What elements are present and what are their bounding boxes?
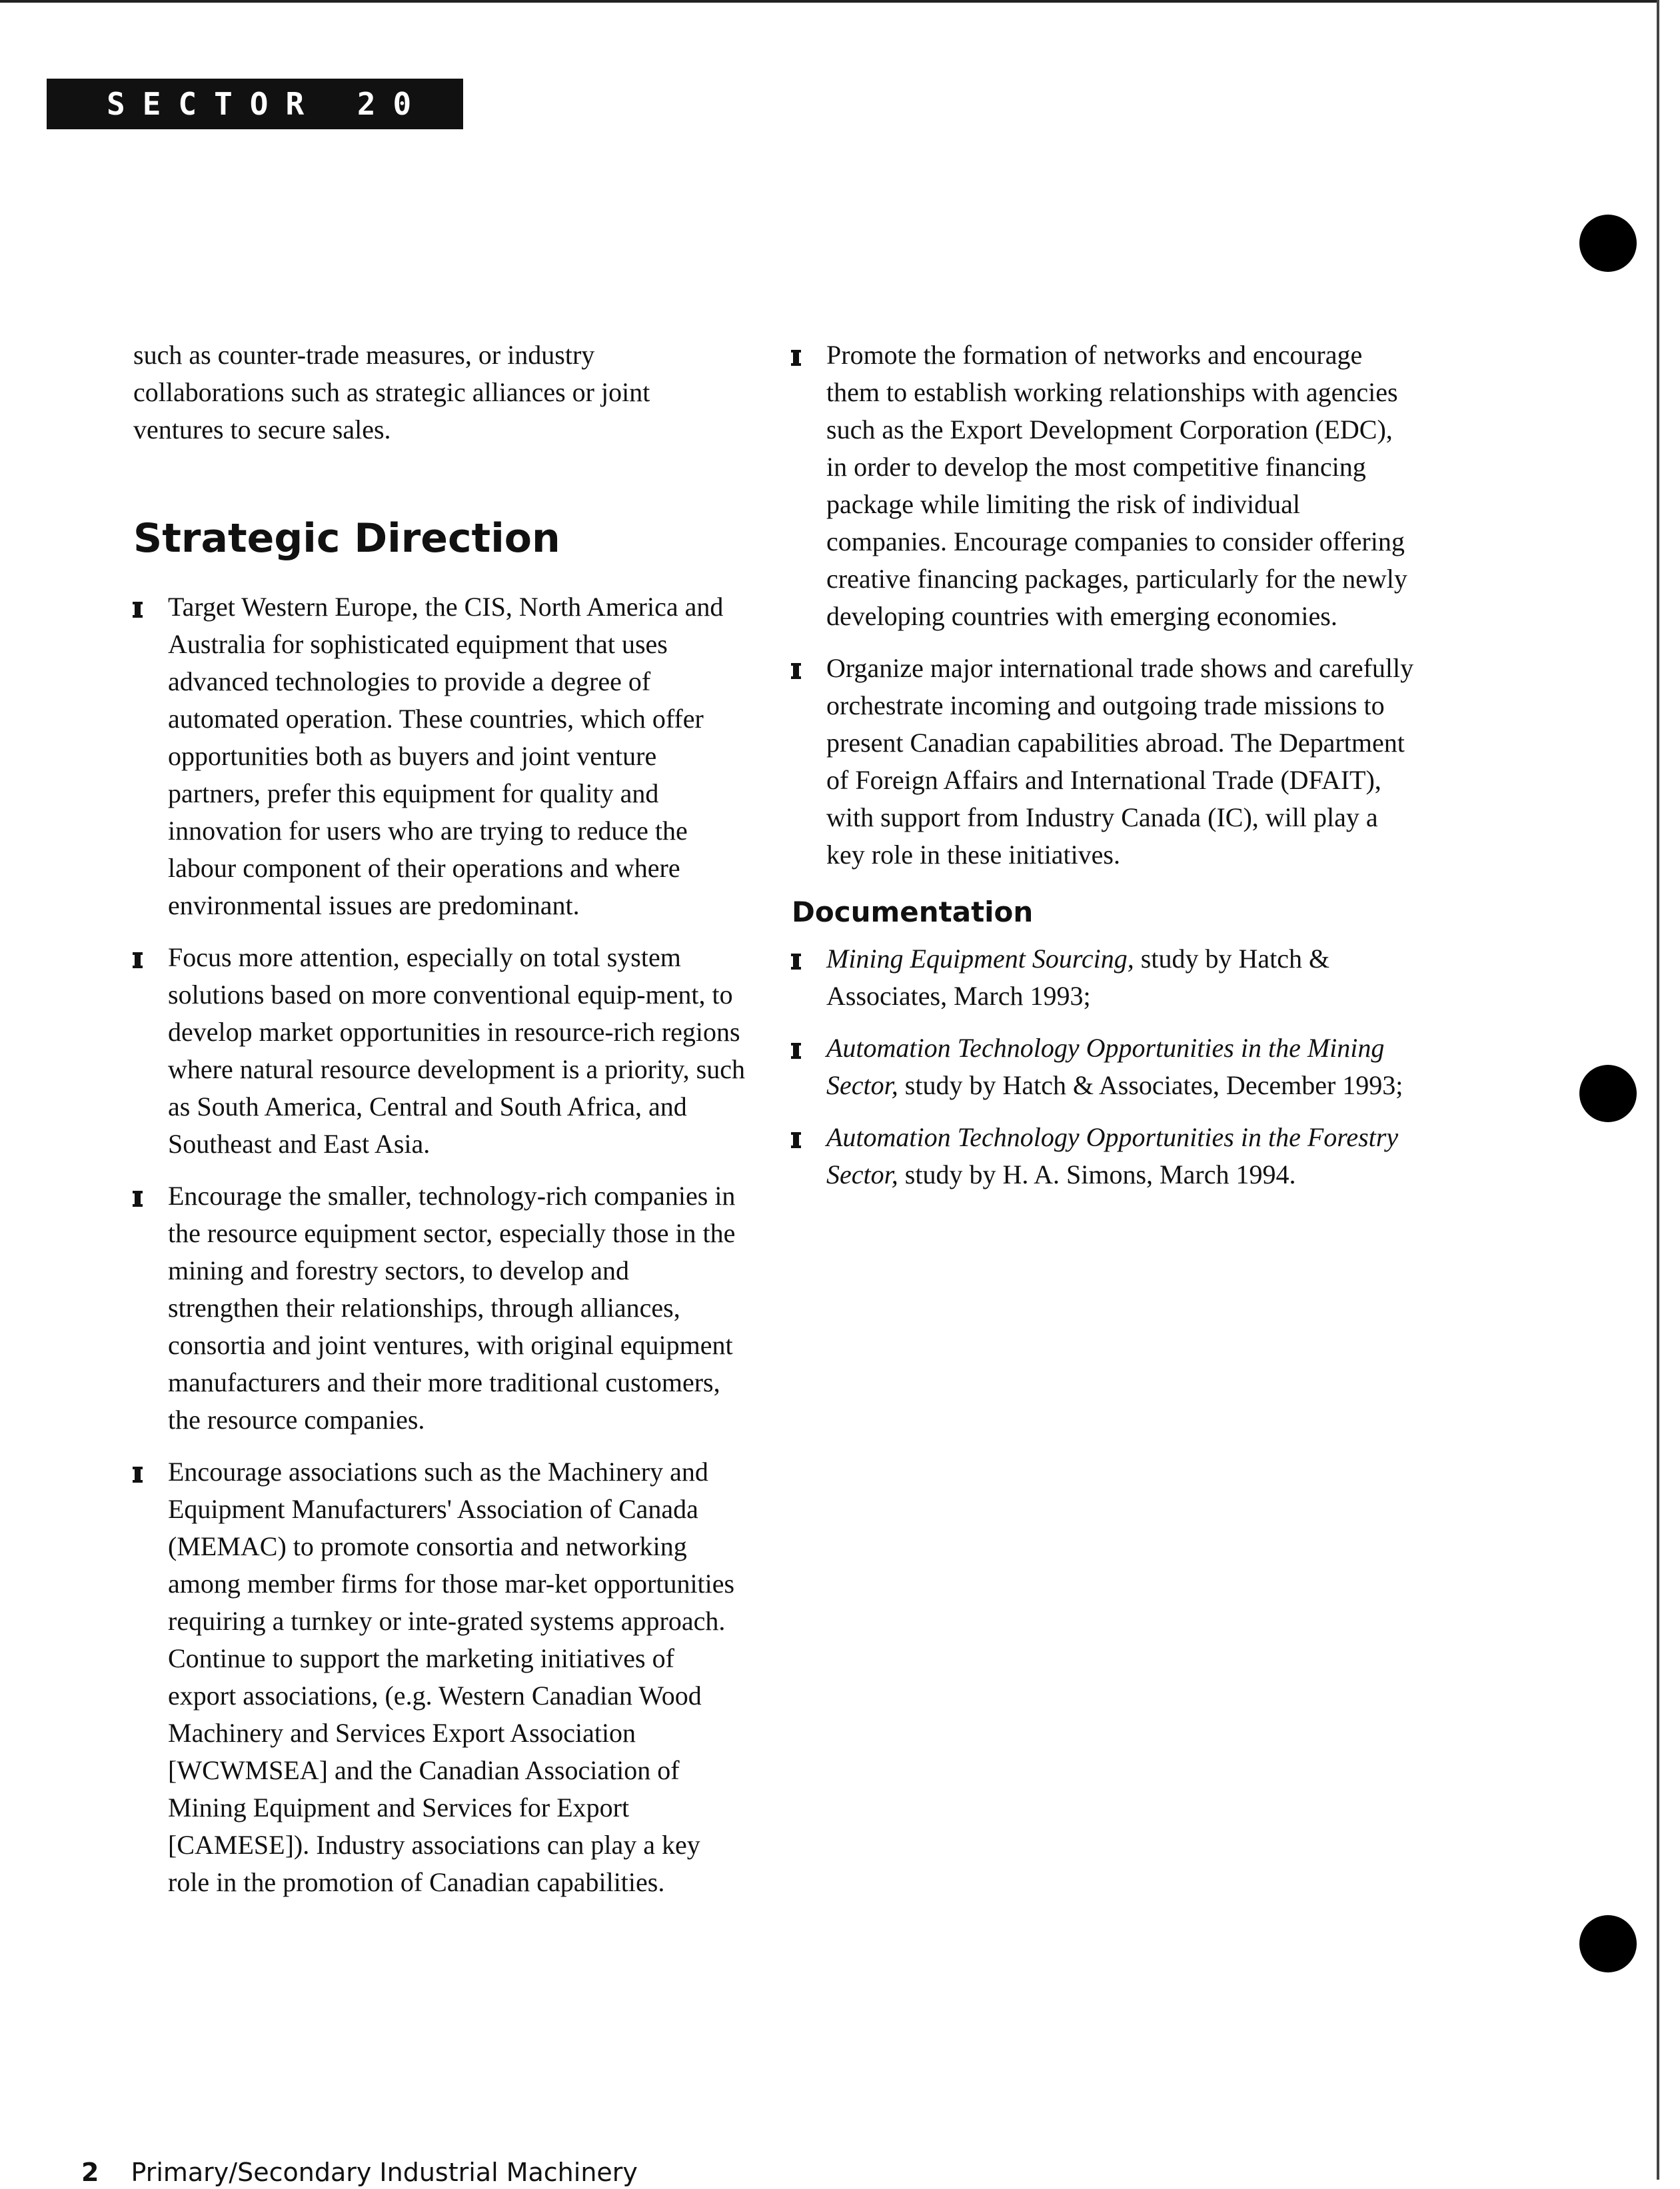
footer-title: Primary/Secondary Industrial Machinery <box>131 2158 638 2187</box>
page-right-rule <box>1657 0 1659 2180</box>
list-item <box>792 650 1415 874</box>
list-item-text: Promote the formation of networks and encourage them to establish working relationships with agencies such as the Export Development Corporation (EDC), in order to develop the most competitive financing package while limiting the risk of individual companies. Encourage companies to consider offering creative financing packages, particularly for the newly developing countries with emerging economies. <box>826 340 1407 631</box>
bullet-icon <box>793 663 799 679</box>
page-top-rule <box>0 0 1659 3</box>
bullet-icon <box>135 952 141 968</box>
bullet-icon <box>135 1467 141 1483</box>
punch-hole-top <box>1579 215 1637 272</box>
document-title: Mining Equipment Sourcing, <box>826 944 1134 974</box>
document-details: study by Hatch & Associates, March 1993; <box>826 944 1330 1011</box>
list-item-text: Focus more attention, especially on total system solutions based on more conventional equip-ment, to develop market opportunities in resource-rich regions where natural resource development is a priority, such as South America, Central and South Africa, and Southeast and East Asia. <box>168 942 745 1159</box>
page-footer <box>81 2156 881 2189</box>
list-item <box>133 1453 746 1901</box>
list-item <box>133 939 746 1163</box>
bullet-icon <box>135 602 141 618</box>
document-title: Automation Technology Opportunities in the Forestry Sector, <box>826 1122 1399 1189</box>
bullet-icon <box>793 954 799 970</box>
punch-hole-middle <box>1579 1065 1637 1122</box>
list-item-text: Organize major international trade shows and carefully orchestrate incoming and outgoing trade missions to present Canadian capabilities abroad. The Department of Foreign Affairs and International Trade (DFAIT), with support from Industry Canada (IC), will play a key role in these initiatives. <box>826 653 1414 870</box>
list-item <box>133 588 746 924</box>
right-column <box>792 337 1415 1208</box>
bullet-icon <box>793 1132 799 1148</box>
strategic-direction-list <box>133 588 746 1901</box>
list-item-text: Encourage the smaller, technology-rich companies in the resource equipment sector, especially those in the mining and forestry sectors, to develop and strengthen their relationships, through alliances, consortia and joint ventures, with original equipment manufacturers and their more traditional customers, the resource companies. <box>168 1181 736 1435</box>
list-item <box>792 337 1415 635</box>
documentation-item <box>792 940 1415 1015</box>
strategic-direction-list-continued <box>792 337 1415 874</box>
punch-hole-bottom <box>1579 1915 1637 1972</box>
left-column <box>133 337 746 1916</box>
page-number: 2 <box>81 2158 99 2187</box>
bullet-icon <box>135 1191 141 1207</box>
intro-paragraph: such as counter-trade measures, or industry collaborations such as strategic alliances or joint ventures to secure sales. <box>133 340 650 444</box>
strategic-direction-heading: Strategic Direction <box>133 515 560 562</box>
documentation-list <box>792 940 1415 1193</box>
bullet-icon <box>793 1043 799 1059</box>
list-item-text: Target Western Europe, the CIS, North America and Australia for sophisticated equipment that uses advanced technologies to provide a degree of automated operation. These countries, which offer opportunities both as buyers and joint venture partners, prefer this equipment for quality and innovation for users who are trying to reduce the labour component of their operations and where environmental issues are predominant. <box>168 592 724 920</box>
document-details: study by Hatch & Associates, December 1993; <box>898 1070 1403 1100</box>
documentation-heading: Documentation <box>792 896 1034 928</box>
list-item <box>133 1177 746 1439</box>
list-item-text: Encourage associations such as the Machinery and Equipment Manufacturers' Association of Canada (MEMAC) to promote consortia and networking among member firms for those mar-ket opportunities requiring a turnkey or inte-grated systems approach. Continue to support the marketing initiatives of export associations, (e.g. Western Canadian Wood Machinery and Services Export Association [WCWMSEA] and the Canadian Association of Mining Equipment and Services for Export [CAMESE]). Industry associations can play a key role in the promotion of Canadian capabilities. <box>168 1457 735 1897</box>
bullet-icon <box>793 350 799 366</box>
documentation-item <box>792 1119 1415 1193</box>
documentation-item <box>792 1030 1415 1104</box>
document-title: Automation Technology Opportunities in the Mining Sector, <box>826 1033 1385 1100</box>
document-details: study by H. A. Simons, March 1994. <box>898 1159 1296 1189</box>
sector-banner: SECTOR 20 <box>47 79 463 129</box>
